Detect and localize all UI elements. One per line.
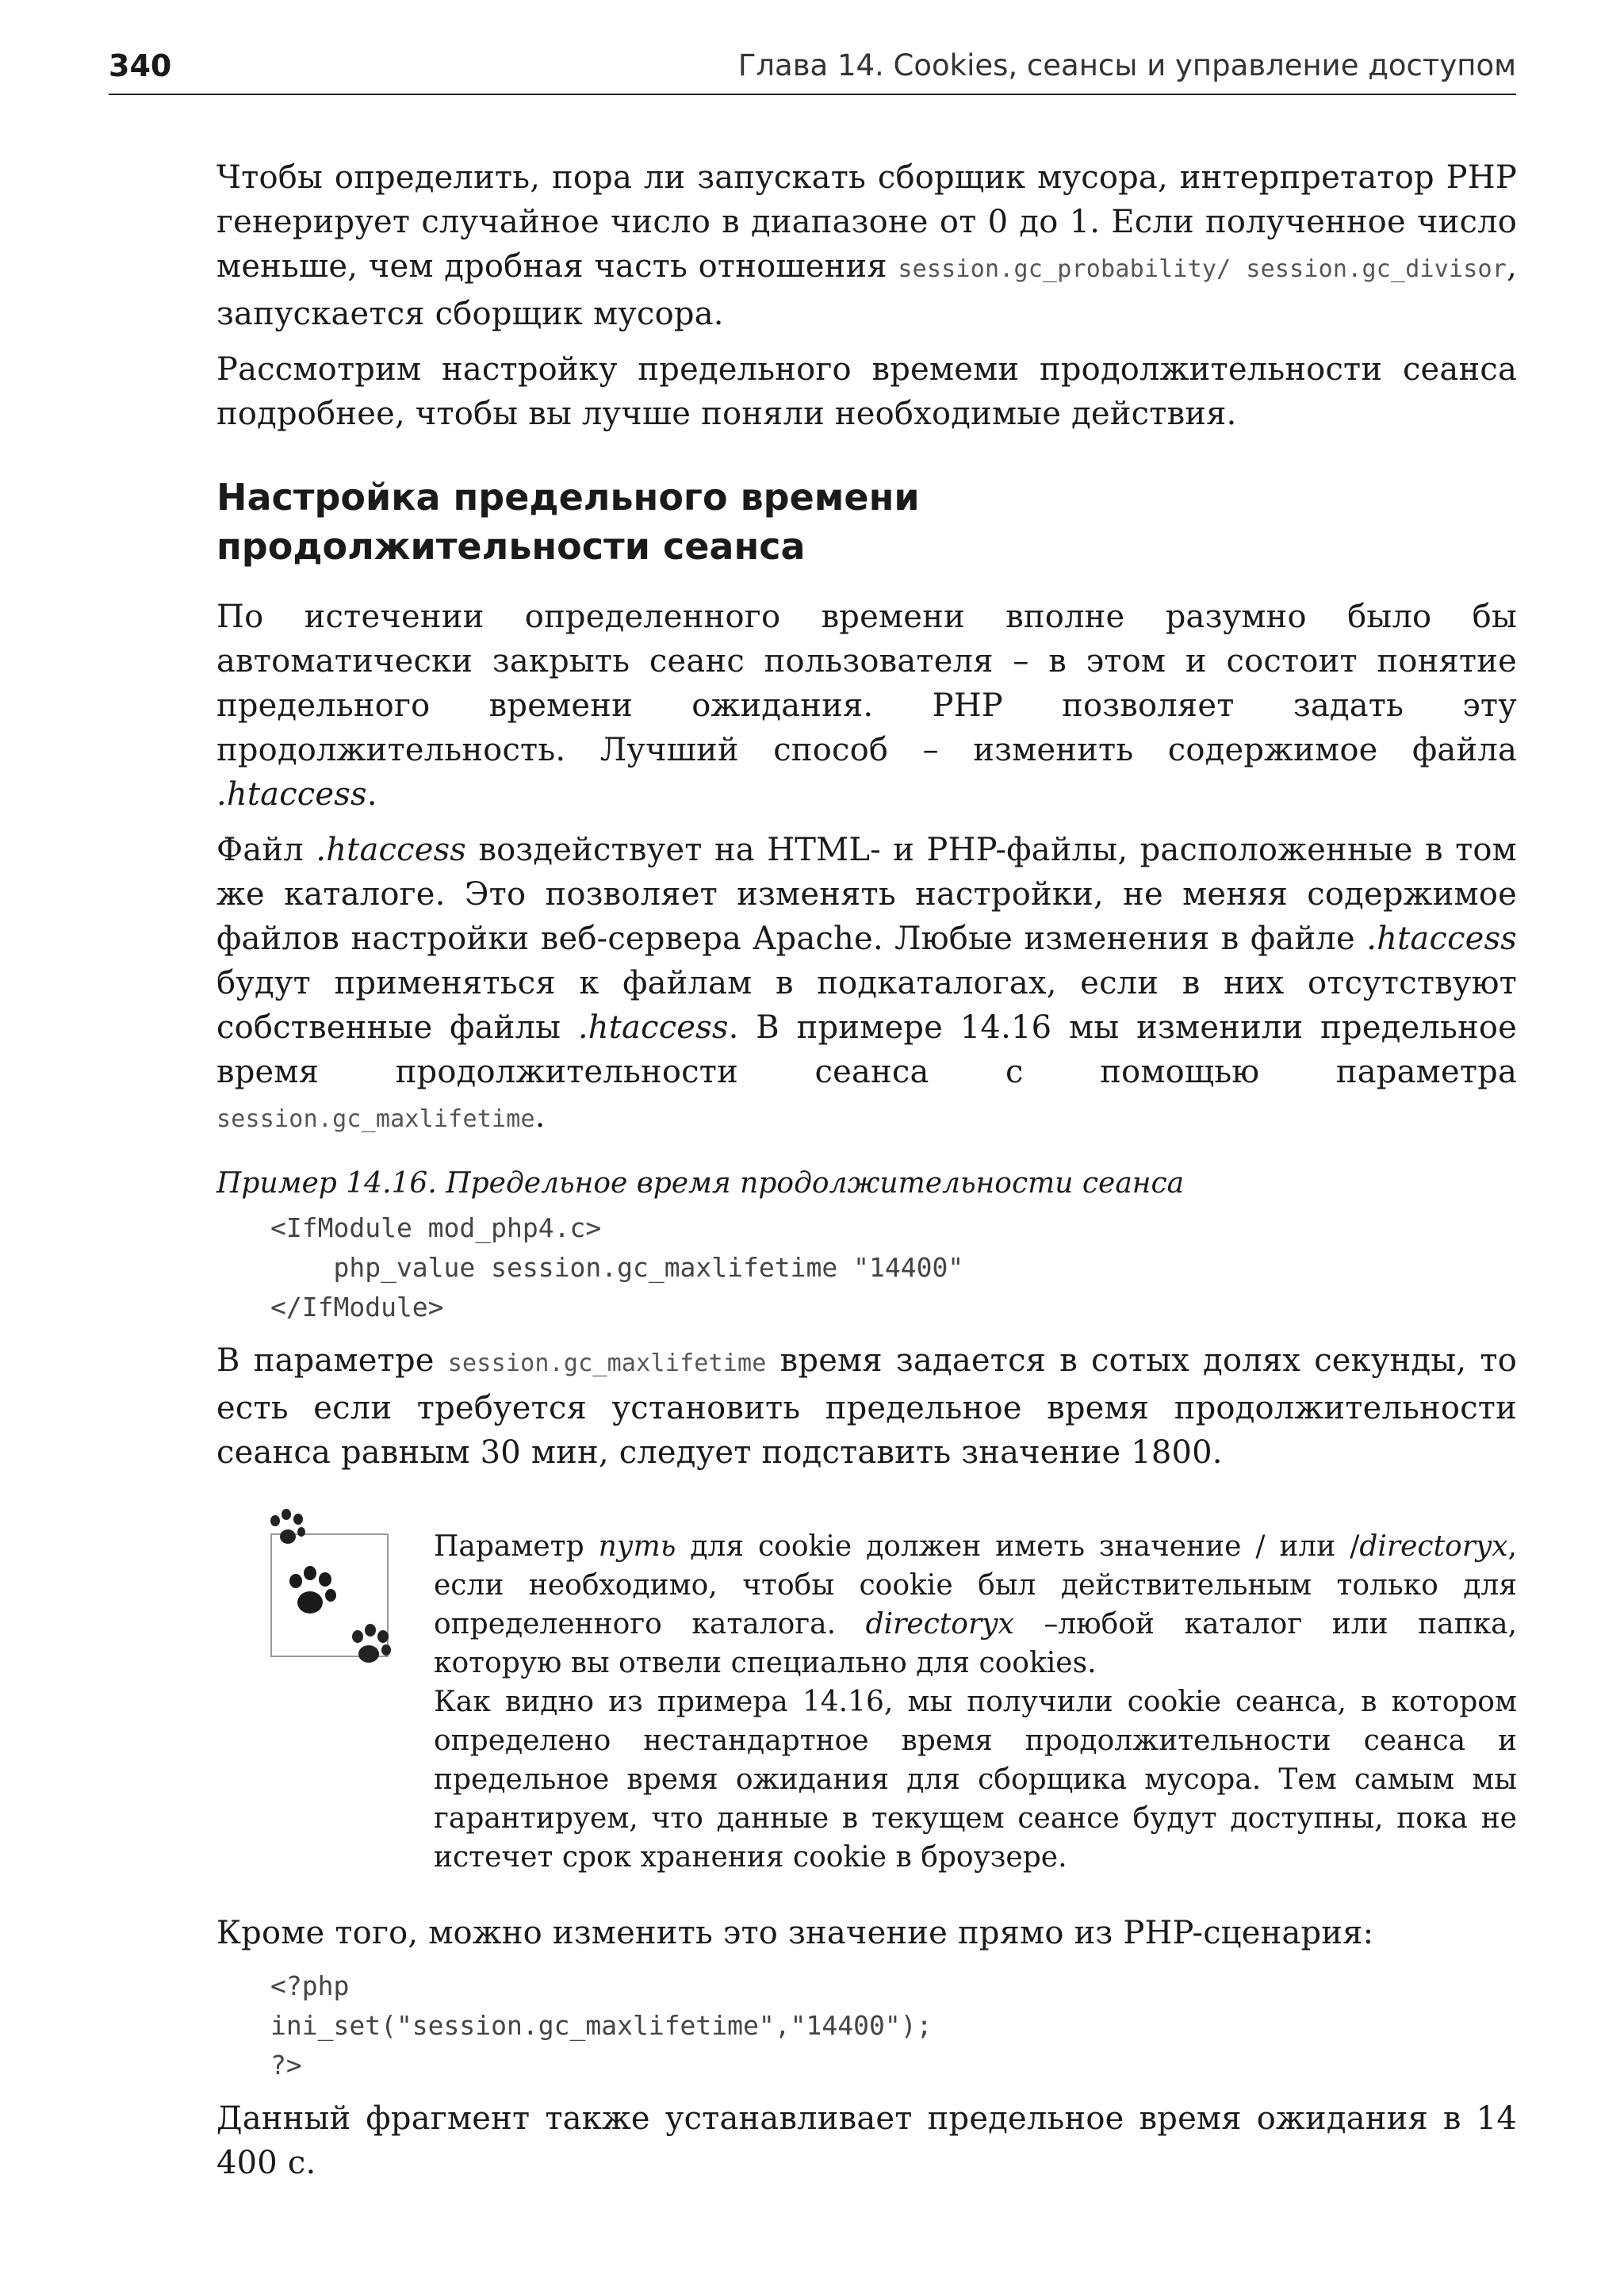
note-term: directoryx: [1359, 1530, 1508, 1563]
paragraph-text: . В примере 14.16 мы изменили предельное время продолжительности сеанса с помощью параметра: [216, 1009, 1517, 1090]
paragraph-text: По истечении определенного времени вполне разумно было бы автоматически закрыть сеанс пользователя – в этом и состоит понятие предельного времени ожидания. PHP позволяет задать эту продолжительность. Лучший способ – изменить содержимое файла: [216, 599, 1517, 768]
paragraph-text: Чтобы определить, пора ли запускать сборщик мусора, интерпретатор PHP генерирует случайное число в диапазоне от 0 до 1. Если полученное число меньше, чем дробная часть отношения: [216, 159, 1517, 285]
paragraph-text: , запускается сборщик мусора.: [216, 248, 1517, 332]
paragraph-htaccess: [216, 828, 1517, 1142]
inline-code: session.gc_maxlifetime: [447, 1349, 767, 1377]
example-caption: Пример 14.16. Предельное время продолжительности сеанса: [216, 1167, 1185, 1200]
note-box: [216, 1506, 1517, 1879]
note-paragraph: Как видно из примера 14.16, мы получили cookie сеанса, в котором определено нестандартное время продолжительности сеанса и предельное время ожидания для сборщика мусора. Тем самым мы гарантируем, что данные в текущем сеансе будут доступны, пока не истечет срок хранения cookie в броузере.: [434, 1686, 1517, 1874]
code-line: php_value session.gc_maxlifetime "14400": [270, 1252, 964, 1283]
code-line: ini_set("session.gc_maxlifetime","14400");: [270, 2010, 933, 2041]
paragraph-gc-probability: [216, 155, 1517, 336]
inline-code: session.gc_probability/ session.gc_divisor: [898, 255, 1507, 283]
section-heading-line: Настройка предельного времени: [216, 476, 920, 519]
note-term: directoryx: [865, 1608, 1014, 1640]
paragraph-timeout-concept: [216, 595, 1517, 817]
note-paragraph: [434, 1527, 1517, 1683]
file-name: .htaccess: [216, 776, 367, 813]
note-text-run: для cookie должен иметь значение / или /: [676, 1530, 1360, 1563]
inline-code: session.gc_maxlifetime: [216, 1105, 535, 1133]
paragraph-text: В параметре: [216, 1342, 448, 1379]
code-line: <?php: [270, 1970, 350, 2001]
file-name: .htaccess: [316, 832, 467, 868]
paragraph-text: воздействует на HTML- и PHP-файлы, расположенные в том же каталоге. Это позволяет изменять настройки, не меняя содержимое файлов настройки веб-сервера Apache. Любые изменения в файле: [216, 832, 1517, 957]
paragraph-maxlifetime: [216, 1338, 1517, 1475]
section-heading-line: продолжительности сеанса: [216, 525, 806, 568]
page-content: [216, 155, 1517, 2196]
file-name: .htaccess: [1366, 921, 1517, 957]
note-text-run: , если необходимо, чтобы cookie был действительным только для определенного каталога.: [434, 1530, 1518, 1640]
paragraph-text: время задается в сотых долях секунды, то есть если требуется установить предельное время продолжительности сеанса равным 30 мин, следует подставить значение 1800.: [216, 1342, 1517, 1471]
section-heading: [216, 473, 1517, 571]
paw-prints-icon: [270, 1533, 389, 1657]
paragraph-text: будут применяться к файлам в подкаталогах, если в них отсутствуют собственные файлы: [216, 965, 1517, 1046]
paragraph-intro-timeout: Рассмотрим настройку предельного времеми продолжительности сеанса подробнее, чтобы вы лучше поняли необходимые действия.: [216, 351, 1517, 432]
note-text: [434, 1527, 1517, 1877]
paragraph-ini-set: Кроме того, можно изменить это значение прямо из PHP-сценария:: [216, 1915, 1374, 1951]
page-number: 340: [109, 48, 172, 83]
file-name: .htaccess: [577, 1009, 729, 1046]
code-block-htaccess: [270, 1208, 1517, 1327]
note-text-run: Параметр: [434, 1530, 599, 1563]
running-header: [109, 46, 1516, 95]
code-block-php: [270, 1966, 1517, 2085]
paragraph-text: .: [366, 776, 377, 813]
note-term: путь: [598, 1530, 676, 1563]
paragraph-conclusion: Данный фрагмент также устанавливает предельное время ожидания в 14 400 с.: [216, 2100, 1517, 2181]
note-text-run: –любой каталог или папка, которую вы отвели специально для cookies.: [434, 1608, 1517, 1679]
code-line: </IfModule>: [270, 1292, 444, 1323]
paragraph-text: .: [534, 1098, 546, 1135]
code-line: ?>: [270, 2050, 302, 2081]
code-line: <IfModule mod_php4.c>: [270, 1212, 602, 1243]
paragraph-text: Файл: [216, 832, 316, 868]
chapter-title: Глава 14. Cookies, сеансы и управление доступом: [737, 48, 1516, 82]
